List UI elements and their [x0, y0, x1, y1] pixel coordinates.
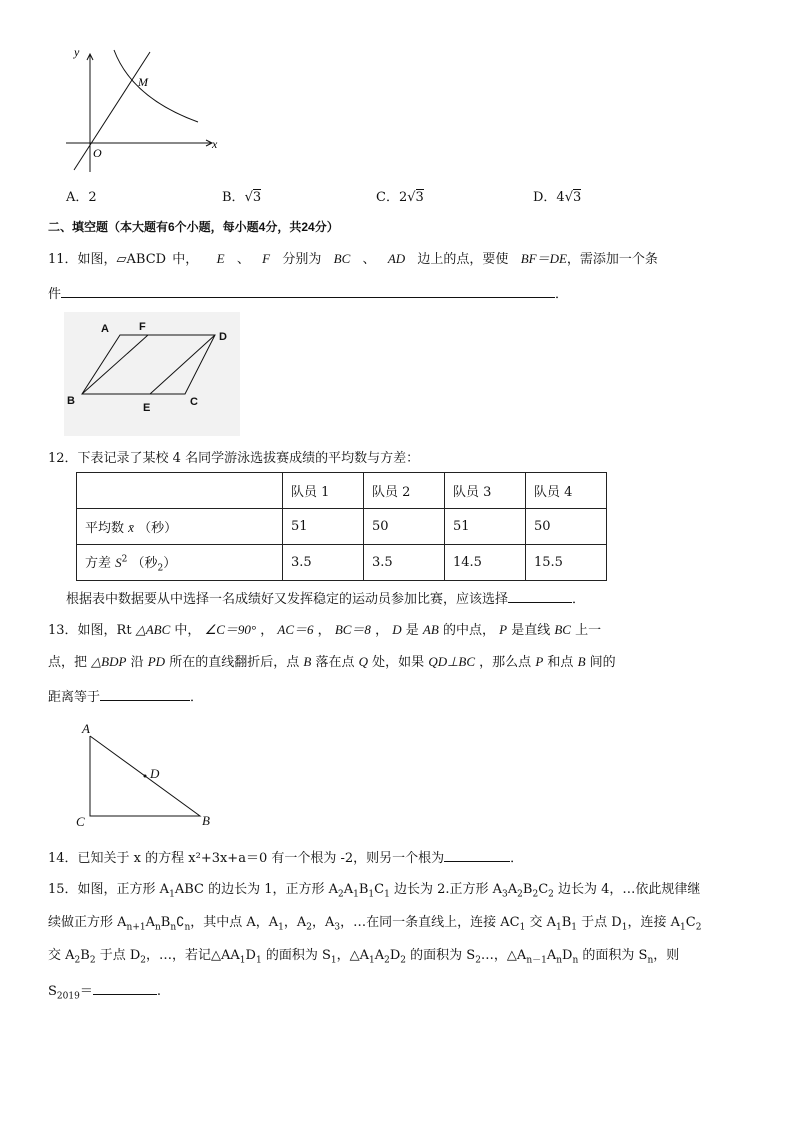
choice-d: D．4√3	[533, 190, 582, 205]
figure-background	[64, 312, 240, 436]
row-label-mean: 平均数 x̄ （秒）	[77, 509, 283, 545]
section-title: 二、填空题（本大题有6个小题，每小题4分，共24分）	[48, 220, 339, 234]
vertex-b-label: B	[202, 813, 210, 828]
sqrt-sign: √	[564, 190, 573, 205]
q15-line2: 续做正方形 $A_{n+1}A_nB_n∁_n$，其中点 A，$A_1$，$A_2$，$A_3$，…在同一条直线上，连接 $AC_1$ 交 $A_1B_1$ 于点 $D_1$，连接 $A_1C_2$	[48, 915, 702, 933]
table-header-cell: 队员 3	[445, 473, 526, 509]
q11-line1: 11．如图，▱ABCD 中， E 、 F 分别为 BC 、 AD 边上的点，要使 BF＝DE，需添加一个条	[48, 251, 658, 267]
point-f-label: F	[139, 321, 146, 333]
table-row	[77, 545, 607, 581]
vertex-c-label: C	[190, 396, 198, 408]
q15-line1: 15．如图，正方形 $A_1ABC$ 的边长为 1，正方形 $A_2A_1B_1C_1$ 边长为 2.正方形 $A_3A_2B_2C_2$ 边长为 4，…依此规律继	[48, 882, 701, 900]
q12-after: 根据表中数据要从中选择一名成绩好又发挥稳定的运动员参加比赛，应该选择 ．	[66, 588, 585, 610]
q11-answer-blank[interactable]	[61, 283, 555, 298]
origin-label: O	[93, 146, 102, 160]
point-d-label: D	[150, 766, 160, 781]
row-label-variance: 方差 $S^2$ （秒$_2$）	[77, 545, 283, 581]
scores-table	[76, 472, 607, 581]
choice-a: A．2	[66, 190, 97, 205]
q15-answer-blank[interactable]	[93, 980, 157, 995]
q11-line2: 件 ．	[48, 283, 568, 305]
linear-function-line	[74, 52, 150, 170]
q13-line2: 点，把 △BDP 沿 PD 所在的直线翻折后，点 B 落在点 Q 处，如果 QD⊥BC ，那么点 P 和点 B 间的	[48, 654, 616, 670]
table-cell: 14.5	[445, 545, 526, 581]
vertex-d-label: D	[219, 331, 227, 343]
table-header-cell: 队员 1	[283, 473, 364, 509]
table-cell: 3.5	[364, 545, 445, 581]
x-axis-label: x	[212, 137, 218, 151]
function-graph-figure	[62, 40, 232, 180]
y-axis-label: y	[74, 45, 80, 59]
table-header-cell	[77, 473, 283, 509]
point-d-dot	[144, 775, 147, 778]
q15-line3: 交 $A_2B_2$ 于点 $D_2$，…，若记$\triangle AA_1D_1$ 的面积为 $S_1$，$\triangle A_1A_2D_2$ 的面积为 $S_2\dots$，$\triangle A_{n-1}A_nD_n$ 的面积为 $S_n$，则	[48, 948, 680, 966]
inverse-function-curve	[114, 50, 198, 122]
q12-answer-blank[interactable]	[508, 588, 572, 603]
q13-answer-blank[interactable]	[100, 686, 190, 701]
table-row	[77, 509, 607, 545]
sqrt-sign: √	[407, 190, 416, 205]
q14-answer-blank[interactable]	[444, 847, 510, 862]
table-cell: 51	[283, 509, 364, 545]
q15-line4: $S_{2019}=$ .	[48, 980, 161, 1007]
choice-c: C．2√3	[376, 190, 424, 205]
vertex-c-label: C	[76, 814, 85, 829]
table-cell: 50	[526, 509, 607, 545]
table-cell: 3.5	[283, 545, 364, 581]
table-cell: 15.5	[526, 545, 607, 581]
point-m-label: M	[138, 75, 148, 89]
sqrt-sign: √	[244, 190, 253, 205]
parallelogram-figure	[64, 312, 240, 436]
q13-line1: 13．如图，Rt △ABC 中， ∠C＝90° ， AC＝6 ， BC＝8 ， D 是 AB 的中点， P 是直线 BC 上一	[48, 622, 602, 638]
vertex-b-label: B	[67, 395, 75, 407]
q14-line: 14．已知关于 x 的方程 x²+3x+a＝0 有一个根为 -2，则另一个根为 ．	[48, 847, 523, 869]
table-header-cell: 队员 4	[526, 473, 607, 509]
table-header-row	[77, 473, 607, 509]
vertex-a-label: A	[101, 323, 109, 335]
table-cell: 50	[364, 509, 445, 545]
table-cell: 51	[445, 509, 526, 545]
q13-line3: 距离等于 ．	[48, 686, 203, 708]
q12-text: 12．下表记录了某校 4 名同学游泳选拔赛成绩的平均数与方差：	[48, 451, 420, 466]
table-header-cell: 队员 2	[364, 473, 445, 509]
choice-b: B．√3	[222, 190, 262, 205]
right-triangle-figure	[70, 718, 220, 834]
point-e-label: E	[143, 402, 151, 414]
vertex-a-label: A	[82, 721, 90, 736]
